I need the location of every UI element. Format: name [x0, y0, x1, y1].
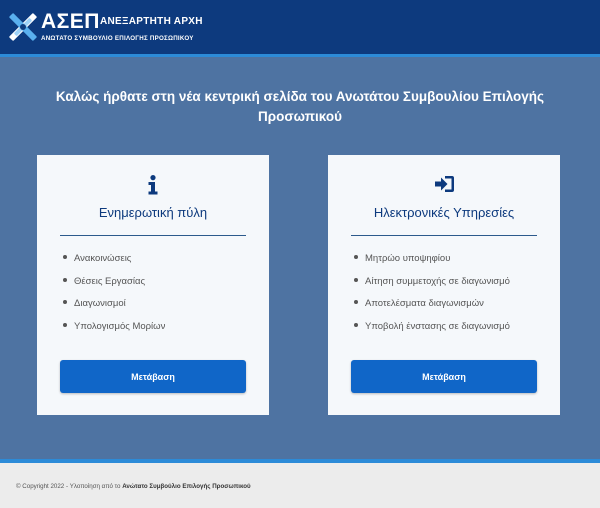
list-item[interactable] — [354, 276, 510, 299]
info-portal-card — [37, 155, 269, 415]
list-item[interactable] — [63, 276, 165, 299]
list-item-label[interactable]: Υπολογισμός Μορίων — [74, 320, 166, 332]
list-item-label[interactable]: Αίτηση συμμετοχής σε διαγωνισμό — [365, 275, 510, 287]
e-services-card — [328, 155, 560, 415]
copyright-org: Ανώτατο Συμβούλιο Επιλογής Προσωπικού — [122, 483, 251, 490]
bullet-icon — [354, 300, 358, 304]
list-item-label[interactable]: Υποβολή ένστασης σε διαγωνισμό — [365, 320, 510, 332]
list-item[interactable] — [354, 253, 510, 276]
brand-tagline: ΑΝΩΤΑΤΟ ΣΥΜΒΟΥΛΙΟ ΕΠΙΛΟΓΗΣ ΠΡΟΣΩΠΙΚΟΥ — [41, 35, 194, 42]
list-item[interactable] — [354, 321, 510, 344]
list-item-label[interactable]: Διαγωνισμοί — [74, 298, 126, 309]
copyright-prefix: © Copyright 2022 - Υλοποίηση από το — [16, 483, 121, 490]
card-title: Ηλεκτρονικές Υπηρεσίες — [373, 205, 515, 220]
brand-name[interactable]: ΑΣΕΠ — [41, 10, 100, 33]
bullet-icon — [63, 300, 67, 304]
list-item-label[interactable]: Ανακοινώσεις — [74, 253, 132, 264]
card-link-list — [354, 253, 510, 343]
bullet-icon — [63, 255, 67, 259]
welcome-heading: Καλώς ήρθατε στη νέα κεντρική σελίδα του Ανωτάτου Συμβουλίου Επιλογής Προσωπικού — [55, 89, 545, 124]
site-header — [0, 0, 600, 54]
bullet-icon — [354, 278, 358, 282]
divider — [60, 235, 246, 236]
bullet-icon — [63, 278, 67, 282]
list-item-label[interactable]: Θέσεις Εργασίας — [74, 275, 146, 287]
list-item[interactable] — [63, 298, 165, 321]
info-portal-go-button[interactable]: Μετάβαση — [60, 360, 246, 393]
info-icon — [37, 175, 269, 197]
bullet-icon — [354, 255, 358, 259]
e-services-go-button[interactable]: Μετάβαση — [351, 360, 537, 393]
divider — [351, 235, 537, 236]
card-title: Ενημερωτική πύλη — [98, 205, 208, 220]
copyright-text — [16, 483, 251, 490]
asep-logo-icon[interactable] — [8, 12, 38, 42]
card-link-list — [63, 253, 165, 343]
list-item[interactable] — [354, 298, 510, 321]
header-accent-line — [0, 54, 600, 57]
list-item-label[interactable]: Αποτελέσματα διαγωνισμών — [365, 298, 484, 309]
list-item[interactable] — [63, 253, 165, 276]
bullet-icon — [354, 323, 358, 327]
brand-subtitle: ΑΝΕΞΑΡΤΗΤΗ ΑΡΧΗ — [100, 16, 203, 27]
site-footer — [0, 463, 600, 508]
sign-in-icon — [328, 175, 560, 197]
list-item-label[interactable]: Μητρώο υποψηφίου — [365, 253, 451, 264]
list-item[interactable] — [63, 321, 165, 344]
bullet-icon — [63, 323, 67, 327]
